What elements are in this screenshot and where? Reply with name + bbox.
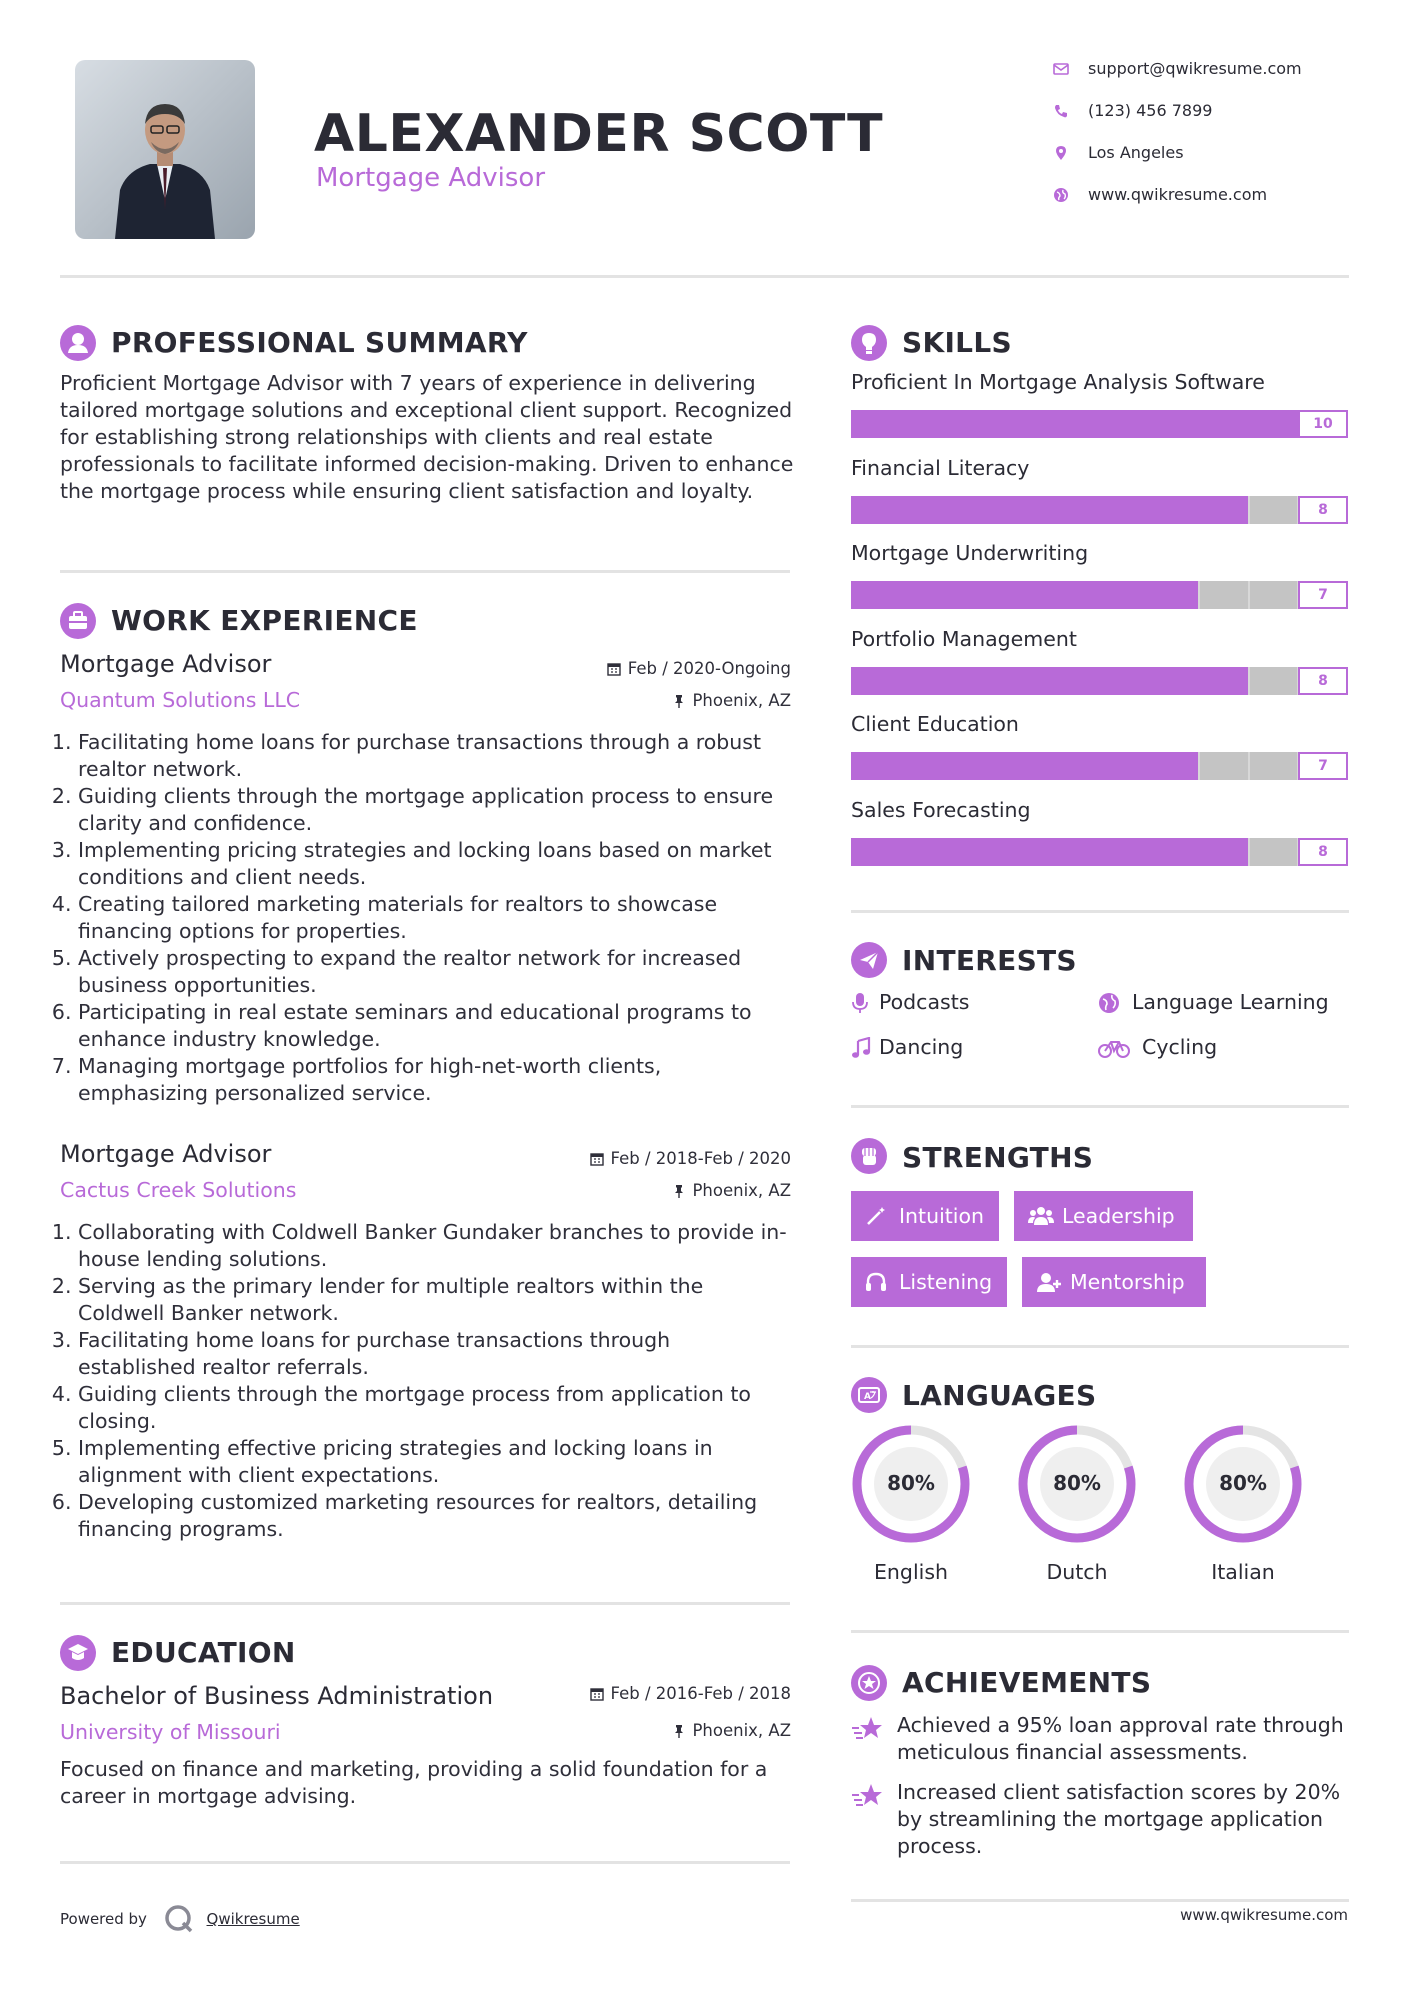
contact-location-text: Los Angeles: [1088, 143, 1184, 162]
education-dates-text: Feb / 2016-Feb / 2018: [610, 1684, 791, 1703]
achievement-item: [851, 1779, 1351, 1860]
list-item: 2. Serving as the primary lender for multiple realtors within the Coldwell Banker network.: [78, 1273, 790, 1327]
experience-title: WORK EXPERIENCE: [111, 604, 418, 637]
strengths-divider: [851, 1345, 1349, 1348]
contact-email-text: support@qwikresume.com: [1088, 59, 1302, 78]
skill-bar-segment: [900, 496, 902, 524]
skill-name: Sales Forecasting: [851, 797, 1031, 822]
skill-bar-segment: [1049, 667, 1051, 695]
achievements-title: ACHIEVEMENTS: [902, 1666, 1152, 1699]
skill-bar-segment: [1248, 496, 1250, 524]
skill-bar-segment: [1248, 667, 1250, 695]
list-item: 3. Facilitating home loans for purchase transactions through established realtor referrals.: [78, 1327, 790, 1381]
music-note-icon: [851, 1037, 871, 1059]
skill-level: 10: [1298, 410, 1348, 438]
skill-bar: [851, 838, 1348, 866]
job-location-text: Phoenix, AZ: [692, 1181, 791, 1200]
skill-bar-segment: [1099, 667, 1101, 695]
pushpin-icon: [673, 1724, 685, 1738]
languages-divider: [851, 1630, 1349, 1633]
interests-divider: [851, 1105, 1349, 1108]
education-location: [673, 1721, 791, 1740]
languages-title: LANGUAGES: [902, 1379, 1097, 1412]
list-item: 5. Implementing effective pricing strategies and locking loans in alignment with client expectations.: [78, 1435, 790, 1489]
map-pin-icon: [1052, 144, 1070, 162]
skill-bar-segment: [1099, 410, 1101, 438]
skill-bar-segment: [1198, 410, 1200, 438]
skill-bar-segment: [1099, 838, 1101, 866]
skill-level: 7: [1298, 752, 1348, 780]
education-dates: [590, 1684, 791, 1703]
skill-level: 7: [1298, 581, 1348, 609]
skill-name: Client Education: [851, 712, 1019, 736]
job-dates-text: Feb / 2018-Feb / 2020: [610, 1149, 791, 1168]
interest-label: Cycling: [1142, 1035, 1218, 1059]
strength-label: Intuition: [899, 1204, 985, 1228]
strength-tag: [1022, 1257, 1206, 1307]
skill-bar-segment: [1198, 667, 1200, 695]
job-title: Mortgage Advisor: [60, 650, 272, 678]
summary-text: Proficient Mortgage Advisor with 7 years of experience in delivering tailored mortgage solutions and exceptional client support. Recognized for establishing strong relationships with clients and real estate professionals to facilitate informed decision-making. Driven to enhance the mortgage process while ensuring client satisfaction and loyalty.: [60, 371, 794, 503]
powered-by-label: Powered by: [60, 1910, 147, 1928]
strength-label: Leadership: [1062, 1204, 1175, 1228]
microphone-icon: [851, 992, 869, 1014]
skill-bar-segment: [999, 581, 1001, 609]
skill-bar-segment: [999, 667, 1001, 695]
education-location-text: Phoenix, AZ: [692, 1721, 791, 1740]
skill-name: Financial Literacy: [851, 455, 1030, 480]
headphones-icon: [865, 1271, 887, 1293]
briefcase-icon: [60, 603, 96, 639]
strength-label: Mentorship: [1070, 1270, 1185, 1294]
shooting-star-icon: [851, 1714, 883, 1742]
list-item: 4. Guiding clients through the mortgage process from application to closing.: [78, 1381, 790, 1435]
strength-tag: [851, 1257, 1007, 1307]
skill-bar-segment: [1049, 752, 1051, 780]
envelope-icon: [1052, 60, 1070, 78]
globe-icon: [1052, 186, 1070, 204]
skill-bar: [851, 410, 1348, 438]
skill-bar-segment: [1148, 667, 1150, 695]
bicycle-icon: [1098, 1037, 1130, 1059]
job-title: Mortgage Advisor: [60, 1140, 272, 1168]
skill-bar-segment: [949, 581, 951, 609]
lightbulb-icon: [851, 325, 887, 361]
skill-bar: [851, 667, 1348, 695]
language-percent: 80%: [887, 1471, 935, 1495]
skill-bar-segment: [1248, 581, 1250, 609]
skill-bar-fill: [851, 752, 1199, 780]
skill-bar-segment: [900, 667, 902, 695]
skill-name: Mortgage Underwriting: [851, 541, 1089, 565]
fist-icon: [851, 1138, 887, 1174]
job-dates: [590, 1149, 791, 1168]
skill-bar-segment: [1198, 581, 1200, 609]
skill-bar-segment: [1148, 838, 1150, 866]
job-responsibilities: [60, 729, 790, 1107]
job-responsibilities: [60, 1219, 790, 1543]
footer-powered-by: [60, 1904, 300, 1934]
skill-bar: [851, 752, 1348, 780]
interest-label: Podcasts: [879, 990, 970, 1014]
skill-bar-segment: [1148, 752, 1150, 780]
star-badge-icon: [851, 1665, 887, 1701]
skill-name: Portfolio Management: [851, 626, 1077, 651]
skill-bar-segment: [999, 752, 1001, 780]
skill-bar-segment: [1248, 838, 1250, 866]
skill-bar-segment: [900, 581, 902, 609]
job-dates-text: Feb / 2020-Ongoing: [627, 659, 791, 678]
skill-bar-segment: [900, 752, 902, 780]
achievement-item: [851, 1712, 1351, 1766]
contact-website-text: www.qwikresume.com: [1088, 185, 1268, 204]
language-icon: [851, 1377, 887, 1413]
skill-level: 8: [1298, 667, 1348, 695]
skill-bar-segment: [1198, 838, 1200, 866]
interest-label: Dancing: [879, 1035, 964, 1059]
skill-bar-segment: [1248, 752, 1250, 780]
list-item: 1. Facilitating home loans for purchase transactions through a robust realtor network.: [78, 729, 790, 783]
language-name: English: [873, 1560, 949, 1584]
skill-bar-segment: [949, 667, 951, 695]
list-item: 5. Actively prospecting to expand the realtor network for increased business opportunities.: [78, 945, 790, 999]
contact-location: [1052, 142, 1352, 164]
skill-bar-segment: [1049, 838, 1051, 866]
skill-bar-segment: [1049, 410, 1051, 438]
magic-wand-icon: [865, 1205, 887, 1227]
skills-divider: [851, 910, 1349, 913]
list-item: 4. Creating tailored marketing materials for realtors to showcase financing options for properties.: [78, 891, 790, 945]
job-location-text: Phoenix, AZ: [692, 691, 791, 710]
calendar-icon: [607, 662, 621, 676]
qwikresume-logo-icon: [164, 1904, 194, 1934]
skill-bar-segment: [949, 496, 951, 524]
strength-tag: [851, 1191, 999, 1241]
skill-bar-segment: [1198, 752, 1200, 780]
skill-bar-segment: [949, 410, 951, 438]
list-item: 6. Developing customized marketing resources for realtors, detailing financing programs.: [78, 1489, 790, 1543]
interests-title: INTERESTS: [902, 944, 1077, 977]
footer-brand-link[interactable]: Qwikresume: [206, 1910, 300, 1928]
skill-bar-segment: [949, 752, 951, 780]
job-location: [673, 691, 791, 710]
contact-website[interactable]: [1052, 184, 1352, 206]
skills-title: SKILLS: [902, 326, 1012, 359]
achievement-text: Increased client satisfaction scores by 20% by streamlining the mortgage application process.: [897, 1780, 1341, 1858]
header-divider: [60, 275, 1349, 278]
skill-bar-segment: [949, 838, 951, 866]
job-company: Cactus Creek Solutions: [60, 1178, 297, 1202]
education-divider: [60, 1861, 790, 1864]
experience-divider: [60, 1602, 790, 1605]
pushpin-icon: [673, 694, 685, 708]
interest-label: Language Learning: [1132, 990, 1329, 1014]
achievement-text: Achieved a 95% loan approval rate through meticulous financial assessments.: [897, 1713, 1344, 1764]
skill-level: 8: [1298, 838, 1348, 866]
strengths-title: STRENGTHS: [902, 1141, 1094, 1174]
graduate-icon: [60, 1635, 96, 1671]
education-title: EDUCATION: [111, 1636, 296, 1669]
list-item: 2. Guiding clients through the mortgage application process to ensure clarity and confidence.: [78, 783, 790, 837]
skill-bar-segment: [1099, 496, 1101, 524]
skill-bar: [851, 496, 1348, 524]
education-text: Focused on finance and marketing, providing a solid foundation for a career in mortgage advising.: [60, 1757, 768, 1808]
contact-phone-text: (123) 456 7899: [1088, 101, 1213, 120]
summary-title: PROFESSIONAL SUMMARY: [111, 326, 528, 359]
job-location: [673, 1181, 791, 1200]
job-dates: [607, 659, 791, 678]
skill-bar-segment: [1049, 496, 1051, 524]
skill-bar-segment: [1248, 410, 1250, 438]
list-item: 6. Participating in real estate seminars and educational programs to enhance industry knowledge.: [78, 999, 790, 1053]
calendar-icon: [590, 1152, 604, 1166]
language-percent: 80%: [1219, 1471, 1267, 1495]
school-name: University of Missouri: [60, 1720, 281, 1744]
globe-icon: [1098, 992, 1120, 1014]
skill-level: 8: [1298, 496, 1348, 524]
pushpin-icon: [673, 1184, 685, 1198]
strength-label: Listening: [899, 1270, 993, 1294]
svg-text:A: A: [864, 1392, 871, 1402]
skill-bar-segment: [900, 410, 902, 438]
skill-bar-segment: [1148, 410, 1150, 438]
skill-bar-segment: [999, 496, 1001, 524]
user-plus-icon: [1036, 1271, 1062, 1293]
phone-icon: [1052, 102, 1070, 120]
skill-bar-segment: [999, 410, 1001, 438]
profile-photo: [75, 60, 255, 239]
language-percent: 80%: [1053, 1471, 1101, 1495]
candidate-name: ALEXANDER SCOTT: [314, 104, 884, 164]
list-item: 7. Managing mortgage portfolios for high-net-worth clients, emphasizing personalized service.: [78, 1053, 790, 1107]
paper-plane-icon: [851, 942, 887, 978]
footer-website[interactable]: www.qwikresume.com: [1180, 1906, 1348, 1924]
contact-phone[interactable]: [1052, 100, 1352, 122]
summary-divider: [60, 570, 790, 573]
user-icon: [60, 325, 96, 361]
language-name: Italian: [1211, 1560, 1275, 1584]
skill-bar-segment: [1198, 496, 1200, 524]
skill-bar-segment: [900, 838, 902, 866]
list-item: 3. Implementing pricing strategies and locking loans based on market conditions and client needs.: [78, 837, 790, 891]
skill-bar-segment: [1148, 496, 1150, 524]
language-name: Dutch: [1046, 1560, 1108, 1584]
job-company: Quantum Solutions LLC: [60, 688, 301, 712]
candidate-role: Mortgage Advisor: [316, 163, 546, 193]
skill-bar-segment: [1099, 752, 1101, 780]
skill-name: Proficient In Mortgage Analysis Software: [851, 370, 1265, 394]
skill-bar: [851, 581, 1348, 609]
skill-bar-segment: [999, 838, 1001, 866]
strength-tag: [1014, 1191, 1193, 1241]
group-icon: [1028, 1205, 1054, 1227]
list-item: 1. Collaborating with Coldwell Banker Gundaker branches to provide in-house lending solutions.: [78, 1219, 790, 1273]
skill-bar-segment: [1148, 581, 1150, 609]
skill-bar-fill: [851, 581, 1199, 609]
skill-bar-segment: [1049, 581, 1051, 609]
calendar-icon: [590, 1687, 604, 1701]
contact-email[interactable]: [1052, 58, 1352, 80]
skill-bar-segment: [1099, 581, 1101, 609]
shooting-star-icon: [851, 1781, 883, 1809]
achievements-divider: [851, 1899, 1349, 1902]
degree-title: Bachelor of Business Administration: [60, 1682, 494, 1710]
